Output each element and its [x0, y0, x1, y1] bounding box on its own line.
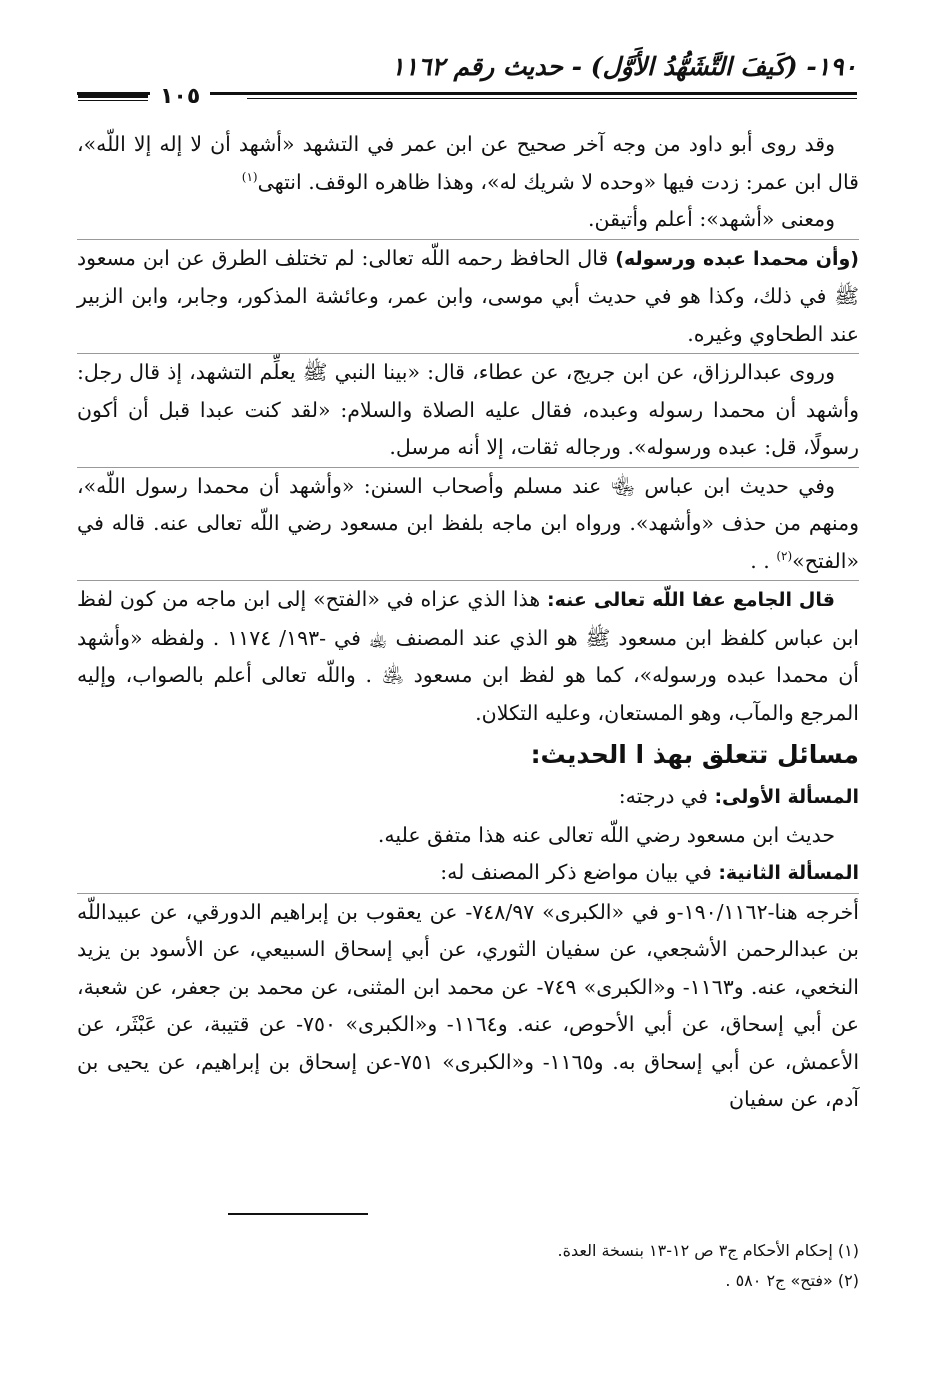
body-text [77, 126, 859, 1119]
issue-two: المسألة الثانية: في بيان مواضع ذكر المصنف له: [440, 860, 859, 884]
header-rule-thin [247, 98, 857, 99]
paragraph: (وأن محمدا عبده ورسوله) قال الحافظ رحمه اللّه تعالى: لم تختلف الطرق عن ابن مسعود ﷺ في ذلك، وكذا هو في حديث أبي موسى، وابن عمر، وعائشة المذكور، وجابر، وابن الزبير عند الطحاوي وغيره. [77, 239, 859, 354]
running-head-title: ١٩٠- (كَيفَ التَّشَهُّدُ الأَوَّل) - حديث رقم ١١٦٢ [391, 52, 857, 81]
footnote-ref: (٢) [776, 548, 793, 563]
paragraph: أخرجه هنا-١٩٠/١١٦٢-و في «الكبرى» ٧٤٨/٩٧- عن يعقوب بن إبراهيم الدورقي، عن عبيداللّه بن عبدالرحمن الأشجعي، عن سفيان الثوري، عن أبي إسحاق السبيعي، عن الأسود بن يزيد النخعي، عنه. و١١٦٣- و«الكبرى» ٧٤٩- عن محمد ابن المثنى، عن محمد بن جعفر، عن شعبة، عن أبي إسحاق، عن أبي الأحوص، عنه. و١١٦٤- و«الكبرى» ٧٥٠- عن قتيبة، عن عَبْثَر، عن الأعمش، عن أبي إسحاق به. و١١٦٥- و«الكبرى» ٧٥١-عن إسحاق بن إبراهيم، عن يحيى بن آدم، عن سفيان [77, 893, 859, 1119]
footnote-ref: (١) [241, 169, 258, 184]
paragraph: قال الجامع عفا اللّه تعالى عنه: هذا الذي عزاه في «الفتح» إلى ابن ماجه من كون لفظ ابن عباس كلفظ ابن مسعود ﷺ هو الذي عند المصنف ﵀ في -١٩٣/ ١١٧٤ . ولفظه «وأشهد أن محمدا عبده ورسوله»، كما هو لفظ ابن مسعود ﵁ . واللّه تعالى أعلم بالصواب، وإليه المرجع والمآب، وهو المستعان، وعليه التكلان. [77, 580, 859, 732]
paragraph: حديث ابن مسعود رضي اللّه تعالى عنه هذا متفق عليه. [377, 822, 835, 847]
issue-one: المسألة الأولى: في درجته: [618, 784, 859, 808]
footnote-rule [228, 1213, 368, 1215]
footnotes [77, 1236, 859, 1296]
author-remark-lead: قال الجامع عفا اللّه تعالى عنه: [547, 589, 835, 611]
paragraph: وروى عبدالرزاق، عن ابن جريج، عن عطاء، قال: «بينا النبي ﷺ يعلِّم التشهد، إذ قال رجل: وأشهد أن محمدا رسوله وعبده، فقال عليه الصلاة والسلام: «لقد كنت عبدا قبل أن أكون رسولًا، قل: عبده ورسوله». ورجاله ثقات، إلا أنه مرسل. [77, 353, 859, 467]
quoted-phrase: (وأن محمدا عبده ورسوله) [615, 247, 859, 270]
header-rule-left [78, 95, 148, 101]
footnote: (٢) «فتح» ج٢ ٥٨٠ . [725, 1271, 859, 1290]
paragraph: وفي حديث ابن عباس ﵄ عند مسلم وأصحاب السنن: «وأشهد أن محمدا رسول اللّه»، ومنهم من حذف «وأشهد». ورواه ابن ماجه بلفظ ابن مسعود رضي اللّه تعالى عنه. قاله في «الفتح»$^{(٢)}$ . . [77, 467, 859, 581]
footnote: (١) إحكام الأحكام ج٣ ص ١٢-١٣ بنسخة العدة. [557, 1241, 859, 1260]
section-heading: مسائل تتعلق بهذ ا الحديث: [530, 740, 859, 769]
page-number: ١٠٥ [150, 84, 210, 109]
paragraph: ومعنى «أشهد»: أعلم وأتيقن. [587, 207, 835, 231]
paragraph: وقد روى أبو داود من وجه آخر صحيح عن ابن عمر في التشهد «أشهد أن لا إله إلا اللّه»، قال ابن عمر: زدت فيها «وحده لا شريك له»، وهذا ظاهره الوقف. انتهى$^{(١)}$ [77, 132, 859, 194]
